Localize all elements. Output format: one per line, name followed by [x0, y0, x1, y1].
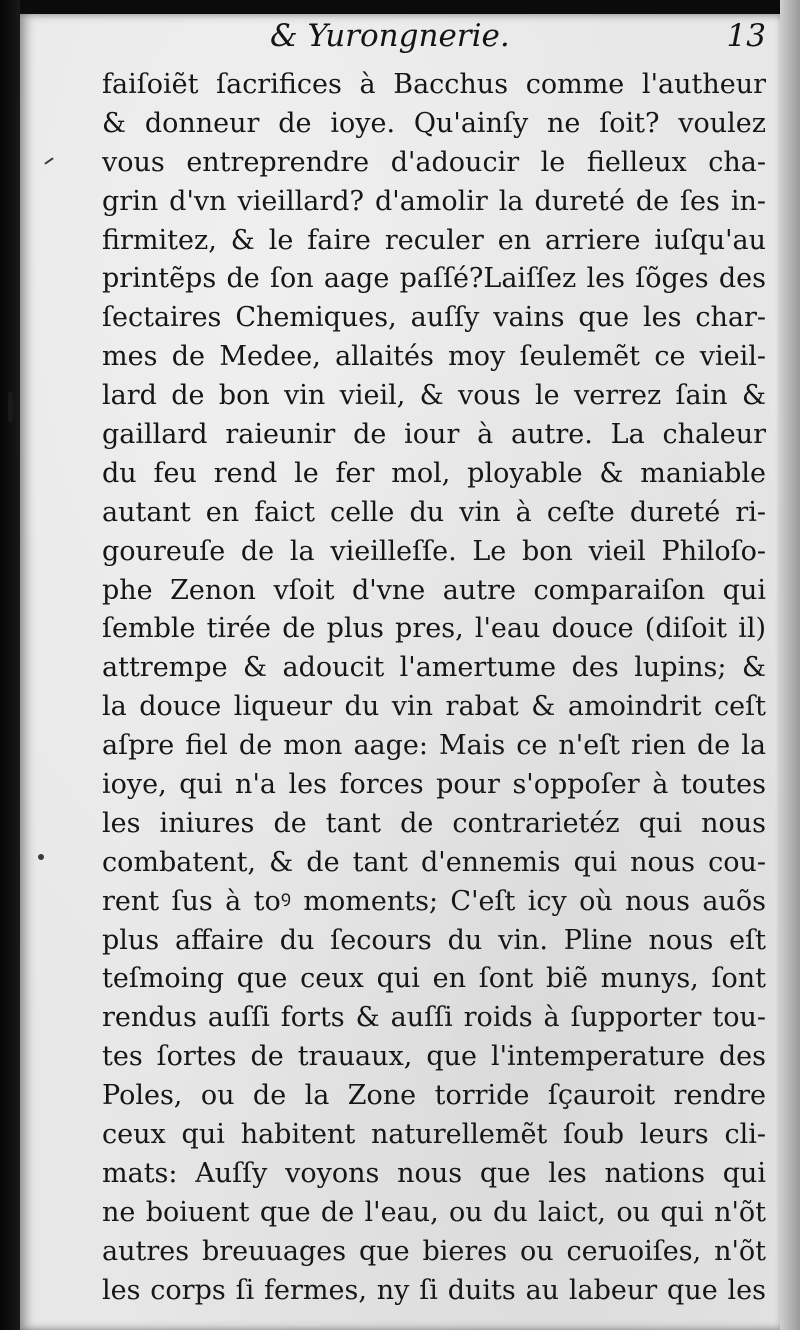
text-line: ſemble tirée de plus pres, l'eau douce (diſoit il)	[102, 613, 766, 645]
binding-shadow	[0, 0, 22, 1330]
text-line: tes ſortes de trauaux, que l'intemperature des	[102, 1041, 766, 1073]
running-head	[100, 18, 768, 62]
text-line: gaillard raieunir de iour à autre. La chaleur	[102, 419, 766, 451]
text-line: ſectaires Chemiques, auſſy vains que les char-	[102, 302, 766, 334]
body-text	[102, 66, 766, 1311]
text-line: plus affaire du ſecours du vin. Pline nous eſt	[102, 924, 766, 956]
text-line: aſpre fiel de mon aage: Mais ce n'eſt rien de la	[102, 730, 766, 762]
text-line: & donneur de ioye. Qu'ainſy ne ſoit? voulez	[102, 107, 766, 139]
text-line: ceux qui habitent naturellemẽt ſoub leurs cli-	[102, 1119, 766, 1151]
margin-mark	[38, 854, 44, 860]
margin-mark	[8, 392, 13, 422]
text-line: lard de bon vin vieil, & vous le verrez ſain &	[102, 380, 766, 412]
text-line: ioye, qui n'a les forces pour s'oppoſer à toutes	[102, 769, 766, 801]
text-line: ne boiuent que de l'eau, ou du laict, ou qui n'õt	[102, 1196, 766, 1228]
text-line: mats: Auſſy voyons nous que les nations qui	[102, 1157, 766, 1189]
text-line: autant en faict celle du vin à ceſte dureté ri-	[102, 496, 766, 528]
text-line: du feu rend le fer mol, ployable & maniable	[102, 457, 766, 489]
page-number: 13	[726, 18, 766, 54]
text-line: autres breuuages que bieres ou ceruoiſes, n'õt	[102, 1235, 766, 1267]
text-line: vous entreprendre d'adoucir le fielleux cha-	[102, 146, 766, 178]
text-line: la douce liqueur du vin rabat & amoindrit ceſt	[102, 691, 766, 723]
text-line: goureuſe de la vieilleſſe. Le bon vieil Philoſo-	[102, 535, 766, 567]
page-edge	[780, 0, 800, 1330]
text-line: phe Zenon vſoit d'vne autre comparaiſon qui	[102, 574, 766, 606]
text-line: rendus auſſi forts & auſſi roids à ſupporter tou-	[102, 1002, 766, 1034]
text-line: grin d'vn vieillard? d'amolir la dureté de ſes in-	[102, 185, 766, 217]
text-line: firmitez, & le faire reculer en arriere iuſqu'au	[102, 224, 766, 256]
text-line: Poles, ou de la Zone torride ſçauroit rendre	[102, 1080, 766, 1112]
text-line: mes de Medee, allaités moy ſeulemẽt ce vieil-	[102, 341, 766, 373]
text-line: teſmoing que ceux qui en ſont biẽ munys, ſont	[102, 963, 766, 995]
text-line: les iniures de tant de contrarietéz qui nous	[102, 807, 766, 839]
text-line: combatent, & de tant d'ennemis qui nous cou-	[102, 846, 766, 878]
running-title: & Yurongnerie.	[270, 18, 510, 54]
text-line: faiſoiẽt ſacrifices à Bacchus comme l'autheur	[102, 69, 766, 100]
text-line: attrempe & adoucit l'amertume des lupins; &	[102, 652, 766, 684]
text-line: les corps ſi fermes, ny ſi duits au labeur que les	[102, 1274, 766, 1306]
text-line: rent ſus à toꝰ moments; C'eſt icy où nous auõs	[102, 885, 766, 917]
text-line: printẽps de ſon aage paſſé?Laiſſez les ſõges des	[102, 263, 766, 295]
